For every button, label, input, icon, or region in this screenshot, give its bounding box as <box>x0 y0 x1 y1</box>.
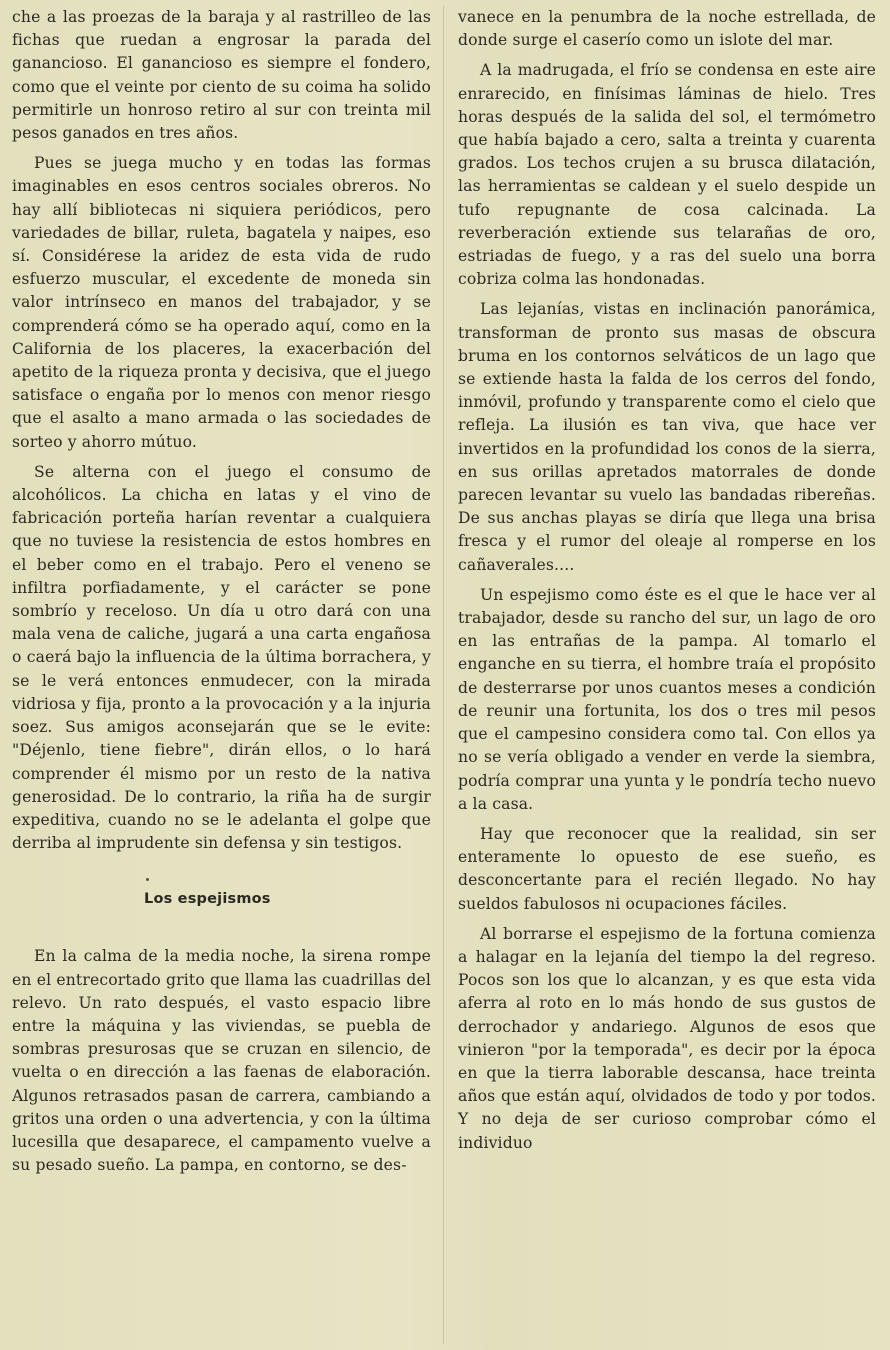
right-column <box>444 6 876 1344</box>
paragraph: Se alterna con el juego el consumo de alcohólicos. La chicha en latas y el vino de fabricación porteña harían reventar a cualquiera que no tuviese la resistencia de estos hombres en el beber como en el trabajo. Pero el veneno se infiltra porfiadamente, y el carácter se pone sombrío y receloso. Un día u otro dará con una mala vena de caliche, jugará a una carta engañosa o caerá bajo la influencia de la última borrachera, y se le verá entonces enmudecer, con la mirada vidriosa y fija, pronto a la provocación y a la injuria soez. Sus amigos aconsejarán que se le evite: "Déjenlo, tiene fiebre", dirán ellos, o lo hará comprender él mismo por un resto de la nativa generosidad. De lo contrario, la riña ha de surgir expeditiva, cuando no se le adelanta el golpe que derriba al imprudente sin defensa y sin testigos. <box>12 462 431 853</box>
paragraph: Pues se juega mucho y en todas las formas imaginables en esos centros sociales obreros. No hay allí bibliotecas ni siquiera periódicos, pero variedades de billar, ruleta, bagatela y naipes, eso sí. Considérese la aridez de esta vida de rudo esfuerzo muscular, el excedente de moneda sin valor intrínseco en manos del trabajador, y se comprenderá cómo se ha operado aquí, como en la California de los placeres, la exacerbación del apetito de la riqueza pronta y decisiva, que el juego satisface o engaña por lo menos con menor riesgo que el asalto a mano armada o las sociedades de sorteo y ahorro mútuo. <box>12 154 431 451</box>
left-column <box>12 6 444 1344</box>
paragraph: En la calma de la media noche, la sirena rompe en el entrecortado grito que llama las cuadrillas del relevo. Un rato después, el vasto espacio libre entre la máquina y las viviendas, se puebla de sombras presurosas que se cruzan en silencio, de vuelta o en dirección a las faenas de elaboración. Algunos retrasados pasan de carrera, cambiando a gritos una orden o una advertencia, y con la última lucesilla que desaparece, el campamento vuelve a su pesado sueño. La pampa, en contorno, se des- <box>12 947 431 1175</box>
section-heading: Los espejismos <box>144 891 271 908</box>
paragraph: che a las proezas de la baraja y al rastrilleo de las fichas que ruedan a engrosar la parada del gananciosо. El ganancioso es siempre el fondero, como que el veinte por ciento de su coima ha solido permitirle un honroso retiro al sur con treinta mil pesos ganados en tres años. <box>12 8 431 143</box>
heading-dot-mark <box>146 878 149 881</box>
paragraph: vanece en la penumbra de la noche estrellada, de donde surge el caserío como un islote del mar. <box>458 8 876 50</box>
paragraph: Un espejismo como éste es el que le hace ver al trabajador, desde su rancho del sur, un lago de oro en las entrañas de la pampa. Al tomarlo el enganche en su tierra, el hombre traía el propósito de desterrarse por unos cuantos meses a condición de reunir una fortunita, los dos o tres mil pesos que el campesino considera como tal. Con ellos ya no se vería obligado a vender en verde la siembra, podría comprar una yunta y le pondría techo nuevo a la casa. <box>458 585 876 813</box>
paragraph: Las lejanías, vistas en inclinación panorámica, transforman de pronto sus masas de obscura bruma en los contornos selváticos de un lago que se extiende hasta la falda de los cerros del fondo, inmóvil, profundo y transparente como el cielo que refleja. La ilusión es tan viva, que hace ver invertidos en la profundidad los conos de la sierra, en sus orillas apretados matorrales de donde parecen levantar su vuelo las bandadas ribereñas. De sus anchas playas se diría que llega una brisa fresca y el rumor del oleaje al romperse en los cañaverales.... <box>458 300 876 574</box>
paragraph: A la madrugada, el frío se condensa en este aire enrarecido, en finísimas láminas de hielo. Tres horas después de la salida del sol, el termómetro que había bajado a cero, salta a treinta y cuarenta grados. Los techos crujen a su brusca dilatación, las herramientas se caldean y el suelo despide un tufo repugnante de cosa calcinada. La reverberación extiende sus telarañas de oro, estriadas de fuego, y a ras del suelo una borra cobriza colma las hondonadas. <box>458 61 876 289</box>
paragraph: Al borrarse el espejismo de la fortuna comienza a halagar en la lejanía del tiempo la del regreso. Pocos son los que lo alcanzan, y es que esta vida aferra al roto en lo más hondo de sus gustos de derrochador y andariego. Algunos de esos que vinieron "por la temporada", es decir por la época en que la tierra laborable descansa, hace treinta años que están aquí, olvidados de todo y por todos. Y no deja de ser curioso comprobar cómo el individuo <box>458 924 876 1152</box>
paragraph: Hay que reconocer que la realidad, sin ser enteramente lo opuesto de ese sueño, es desconcertante para el recién llegado. No hay sueldos fabulosos ni ocupaciones fáciles. <box>458 824 876 913</box>
